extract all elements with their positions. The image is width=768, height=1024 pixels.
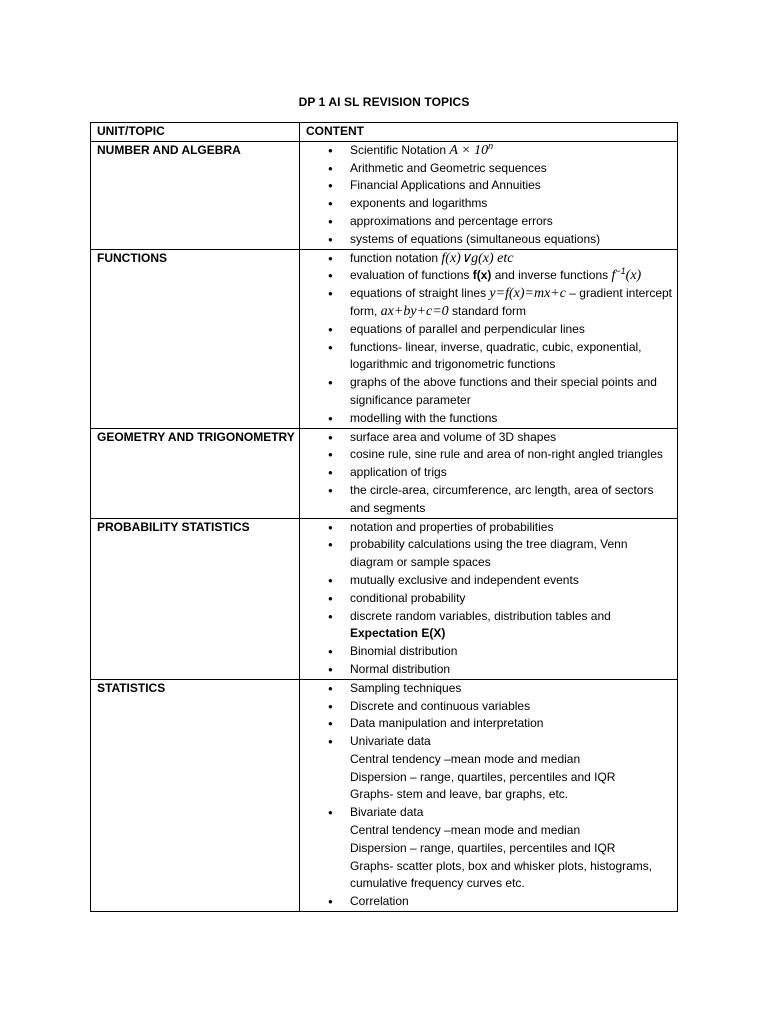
item-superscript: n: [488, 140, 494, 151]
item-text: notation and properties of probabilities: [350, 519, 554, 534]
list-item: [306, 267, 673, 285]
content-list: [306, 429, 673, 518]
page-title: DP 1 AI SL REVISION TOPICS: [298, 95, 470, 109]
content-list: [306, 680, 673, 911]
topic-cell: NUMBER AND ALGEBRA: [91, 141, 300, 249]
content-list: [306, 250, 673, 428]
list-item: [306, 572, 673, 590]
item-text: cosine rule, sine rule and area of non-right angled triangles: [350, 447, 663, 462]
topic-cell: STATISTICS: [91, 679, 300, 911]
item-text: modelling with the functions: [350, 410, 498, 425]
header-topic: UNIT/TOPIC: [91, 123, 300, 142]
content-cell: [300, 518, 678, 679]
list-item: [306, 321, 673, 339]
item-superscript: −1: [615, 266, 626, 277]
item-text: approximations and percentage errors: [350, 213, 553, 228]
item-subline: Dispersion – range, quartiles, percentiles and IQR: [350, 769, 616, 784]
list-item: [306, 698, 673, 716]
item-text-2: and inverse functions: [491, 268, 612, 283]
table-row: [91, 518, 678, 679]
list-item: [306, 661, 673, 679]
item-text: Bivariate data: [350, 805, 424, 820]
item-text: mutually exclusive and independent events: [350, 572, 579, 587]
content-list: [306, 142, 673, 249]
item-math: y=f(x)=mx+c: [489, 286, 566, 302]
list-item: [306, 804, 673, 893]
item-text-3: standard form: [448, 303, 527, 318]
topic-cell: PROBABILITY STATISTICS: [91, 518, 300, 679]
table-body: [91, 141, 678, 911]
item-text: Scientific Notation: [350, 142, 450, 157]
list-item: [306, 482, 673, 518]
item-math: f(x)∨g(x) etc: [441, 250, 514, 266]
item-text: discrete random variables, distribution tables and: [350, 608, 611, 623]
content-cell: [300, 679, 678, 911]
list-item: [306, 643, 673, 661]
list-item: [306, 339, 673, 375]
item-text: exponents and logarithms: [350, 196, 488, 211]
list-item: [306, 410, 673, 428]
list-item: [306, 142, 673, 160]
item-math: A × 10: [449, 142, 489, 158]
list-item: [306, 446, 673, 464]
list-item: [306, 250, 673, 268]
list-item: [306, 519, 673, 537]
content-list: [306, 519, 673, 679]
item-subline: Dispersion – range, quartiles, percentiles and IQR: [350, 840, 616, 855]
item-bold-text: f(x): [472, 268, 492, 283]
list-item: [306, 285, 673, 321]
item-text: Normal distribution: [350, 661, 451, 676]
list-item: [306, 213, 673, 231]
content-cell: [300, 141, 678, 249]
list-item: [306, 160, 673, 178]
list-item: [306, 680, 673, 698]
item-text: surface area and volume of 3D shapes: [350, 429, 557, 444]
revision-topics-table: [90, 122, 678, 912]
list-item: [306, 464, 673, 482]
content-cell: [300, 428, 678, 518]
item-subline: Central tendency –mean mode and median: [350, 823, 581, 838]
item-math-2: (x): [625, 268, 642, 284]
topic-cell: FUNCTIONS: [91, 249, 300, 428]
item-text: Discrete and continuous variables: [350, 698, 531, 713]
item-subline: Graphs- stem and leave, bar graphs, etc.: [350, 787, 569, 802]
list-item: [306, 177, 673, 195]
list-item: [306, 590, 673, 608]
list-item: [306, 536, 673, 572]
list-item: [306, 374, 673, 410]
item-text: Data manipulation and interpretation: [350, 716, 544, 731]
item-text: application of trigs: [350, 465, 447, 480]
item-text: graphs of the above functions and their special points and significance parameter: [350, 375, 657, 407]
item-text: systems of equations (simultaneous equations): [350, 231, 601, 246]
item-text: Financial Applications and Annuities: [350, 178, 541, 193]
item-subline: Graphs- scatter plots, box and whisker plots, histograms, cumulative frequency curves etc.: [350, 858, 653, 891]
item-math: f: [611, 268, 616, 284]
item-text: Arithmetic and Geometric sequences: [350, 160, 547, 175]
item-text: Correlation: [350, 894, 409, 909]
table-row: [91, 428, 678, 518]
topic-cell: GEOMETRY AND TRIGONOMETRY: [91, 428, 300, 518]
table-row: [91, 249, 678, 428]
list-item: [306, 893, 673, 911]
list-item: [306, 715, 673, 733]
content-cell: [300, 249, 678, 428]
list-item: [306, 733, 673, 804]
item-text: equations of parallel and perpendicular lines: [350, 321, 585, 336]
list-item: [306, 195, 673, 213]
item-subline: Central tendency –mean mode and median: [350, 751, 581, 766]
item-text: equations of straight lines: [350, 286, 490, 301]
list-item: [306, 231, 673, 249]
item-text: evaluation of functions: [350, 268, 473, 283]
table-row: [91, 679, 678, 911]
item-math-2: ax+by+c=0: [380, 303, 449, 319]
list-item: [306, 429, 673, 447]
item-text: the circle-area, circumference, arc length, area of sectors and segments: [350, 482, 654, 515]
item-text: Binomial distribution: [350, 644, 458, 659]
item-text: conditional probability: [350, 590, 466, 605]
item-text: function notation: [350, 250, 442, 265]
header-content: CONTENT: [300, 123, 678, 142]
item-text: Univariate data: [350, 734, 431, 749]
item-text-2: – gradient intercept form,: [350, 286, 673, 318]
table-row: [91, 141, 678, 249]
list-item: [306, 608, 673, 644]
item-text: Sampling techniques: [350, 680, 462, 695]
table-header-row: [91, 123, 678, 142]
item-text: probability calculations using the tree diagram, Venn diagram or sample spaces: [350, 537, 628, 570]
item-text: functions- linear, inverse, quadratic, cubic, exponential, logarithmic and trigonometric functions: [350, 339, 642, 372]
item-bold-text: Expectation E(X): [350, 626, 446, 641]
